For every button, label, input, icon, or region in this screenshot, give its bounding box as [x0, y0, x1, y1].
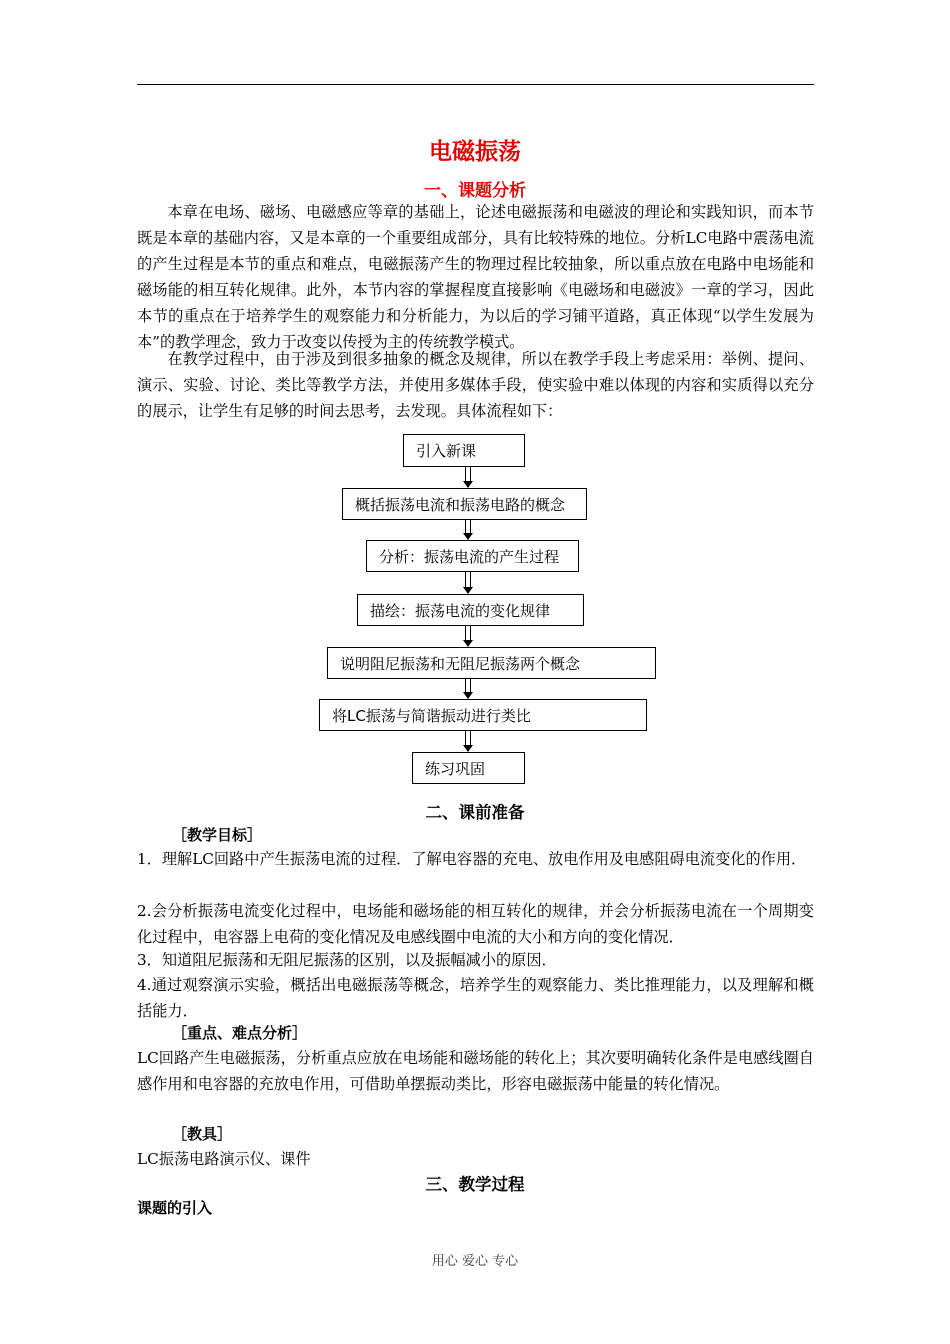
analysis-paragraph-1: 本章在电场、磁场、电磁感应等章的基础上，论述电磁振荡和电磁波的理论和实践知识，而本节既是本章的基础内容，又是本章的一个重要组成部分，具有比较特殊的地位。分析LC电路中震荡电流的产生过程是本节的重点和难点，电磁振荡产生的物理过程比较抽象，所以重点放在电路中电场能和磁场能的相互转化规律。此外，本节内容的掌握程度直接影响《电磁场和电磁波》一章的学习，因此本节的重点在于培养学生的观察能力和分析能力，为以后的学习铺平道路，真正体现“以学生发展为本”的教学理念，致力于改变以传授为主的传统教学模式。: [137, 203, 814, 351]
tools-text: LC振荡电路演示仪、课件: [137, 1150, 311, 1168]
flow-arrow-3: [464, 572, 472, 594]
goal-item-1: 1．理解LC回路中产生振荡电流的过程．了解电容器的充电、放电作用及电感阻碍电流变化的作用．: [137, 850, 807, 868]
goal-item-2: 2.会分析振荡电流变化过程中，电场能和磁场能的相互转化的规律，并会分析振荡电流在一个周期变化过程中，电容器上电荷的变化情况及电感线圈中电流的大小和方向的变化情况．: [137, 902, 814, 946]
flow-step-2: 概括振荡电流和振荡电路的概念: [342, 488, 587, 520]
goal-item-3: 3．知道阻尼振荡和无阻尼振荡的区别，以及振幅减小的原因．: [137, 951, 557, 969]
process-lead: 课题的引入: [137, 1199, 213, 1217]
flow-arrow-6: [464, 731, 472, 752]
flow-step-6: 将LC振荡与简谐振动进行类比: [319, 699, 647, 731]
keypoints-paragraph: LC回路产生电磁振荡，分析重点应放在电场能和磁场能的转化上；其次要明确转化条件是电感线圈自感作用和电容器的充放电作用，可借助单摆振动类比，形容电磁振荡中能量的转化情况。: [137, 1049, 814, 1093]
section-heading-preparation: 二、课前准备: [425, 803, 525, 822]
subheading-goals: ［教学目标］: [172, 826, 263, 844]
subheading-tools: ［教具］: [172, 1125, 233, 1143]
subheading-keypoints: ［重点、难点分析］: [172, 1024, 308, 1042]
goal-item-4: 4.通过观察演示实验，概括出电磁振荡等概念，培养学生的观察能力、类比推理能力，以及理解和概括能力．: [137, 976, 814, 1020]
flow-arrow-5: [464, 679, 472, 699]
flow-step-4: 描绘：振荡电流的变化规律: [357, 594, 584, 626]
flow-arrow-4: [464, 626, 472, 647]
flow-arrow-2: [464, 520, 472, 540]
flow-step-3: 分析：振荡电流的产生过程: [366, 540, 579, 572]
analysis-paragraph-2: 在教学过程中，由于涉及到很多抽象的概念及规律，所以在教学手段上考虑采用：举例、提问、演示、实验、讨论、类比等教学方法，并使用多媒体手段，使实验中难以体现的内容和实质得以充分的展示，让学生有足够的时间去思考，去发现。具体流程如下：: [137, 350, 814, 420]
flow-step-1: 引入新课: [403, 434, 525, 467]
page-footer: 用心 爱心 专心: [431, 1254, 519, 1269]
flow-step-5: 说明阻尼振荡和无阻尼振荡两个概念: [327, 647, 656, 679]
page-title: 电磁振荡: [429, 139, 521, 165]
section-heading-analysis: 一、课题分析: [424, 181, 526, 201]
flow-step-7: 练习巩固: [412, 752, 525, 784]
section-heading-process: 三、教学过程: [425, 1175, 525, 1194]
flow-arrow-1: [464, 467, 472, 488]
